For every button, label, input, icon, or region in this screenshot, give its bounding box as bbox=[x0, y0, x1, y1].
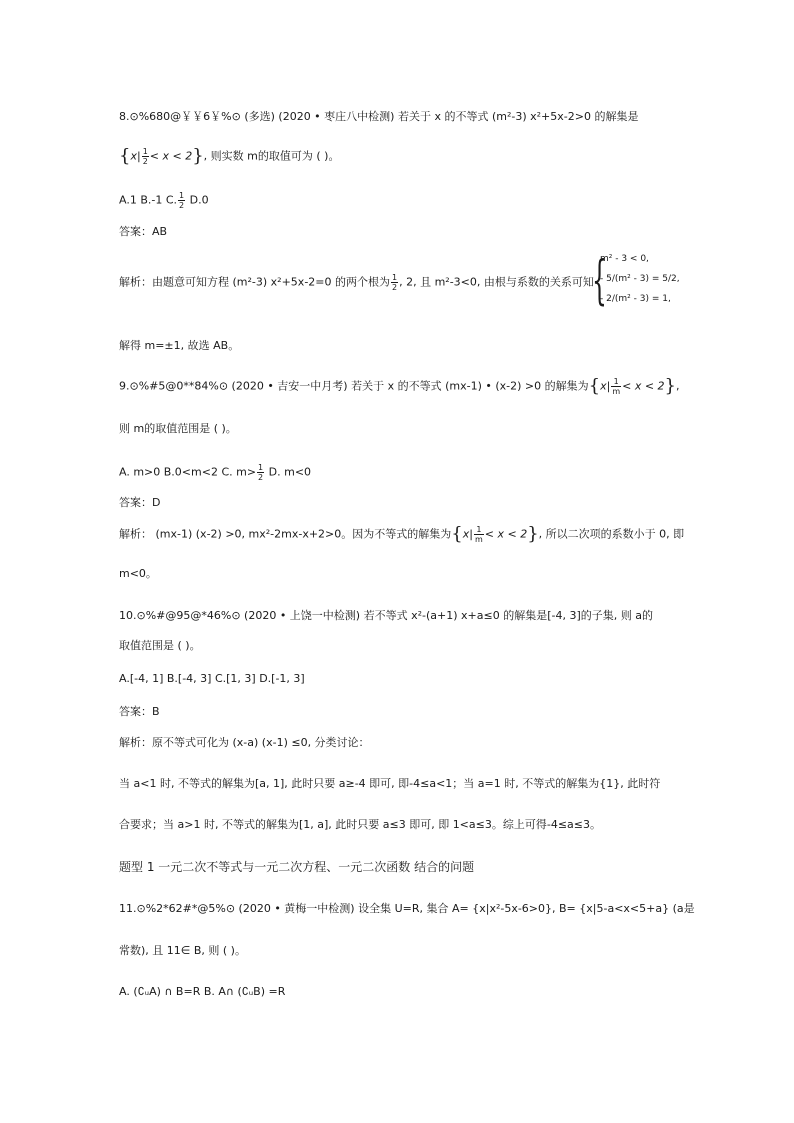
fraction-denominator: 2 bbox=[142, 157, 148, 166]
fraction-numerator: 1 bbox=[142, 147, 148, 156]
q9-analysis-line1: 解析： (mx-1) (x-2) >0, mx²-2mx-x+2>0。因为不等式的解集为{x| $\frac{1}{m}$ < x < 2}, 所以二次项的系数小于 0, 即 bbox=[119, 523, 685, 545]
q11-stem-line1: 11.⊙%2*62#*@5%⊙ (2020 • 黄梅一中检测) 设全集 U=R, 集合 A= {x|x²-5x-6>0}, B= {x|5-a<x<5+a} (a是 bbox=[119, 902, 695, 915]
set-right-brace: } bbox=[192, 145, 204, 167]
set-var: x bbox=[130, 149, 137, 163]
set-condition: < x < 2 bbox=[149, 149, 193, 163]
q9-option-d: D. m<0 bbox=[265, 465, 312, 479]
q8-options bbox=[119, 191, 209, 210]
q8-options-text: A.1 B.-1 C. bbox=[119, 193, 178, 207]
q9-line1-end: , bbox=[676, 379, 680, 393]
q9-options bbox=[119, 463, 311, 482]
system-row-3: - 2/(m² - 3) = 1, bbox=[600, 294, 671, 304]
q10-stem-line2: 取值范围是 ( )。 bbox=[119, 639, 201, 652]
set-condition: < x < 2 bbox=[622, 379, 665, 393]
fraction-numerator: 1 bbox=[179, 191, 185, 200]
system-row-2: - 5/(m² - 3) = 5/2, bbox=[600, 274, 680, 284]
q10-analysis-line3: 合要求；当 a>1 时, 不等式的解集为[1, a], 此时只要 a≤3 即可, 即 1<a≤3。综上可得-4≤a≤3。 bbox=[119, 818, 601, 831]
fraction-numerator: 1 bbox=[392, 273, 398, 282]
fraction-numerator: 1 bbox=[258, 463, 264, 472]
q8-stem-tail: , 则实数 m的取值可为 ( )。 bbox=[203, 149, 340, 163]
q9-options-text: A. m>0 B.0<m<2 C. m> bbox=[119, 465, 257, 479]
q10-analysis-line2: 当 a<1 时, 不等式的解集为[a, 1], 此时只要 a≥-4 即可, 即-4≤a<1；当 a=1 时, 不等式的解集为{1}, 此时符 bbox=[119, 777, 661, 790]
q9-analysis-part1: 解析： (mx-1) (x-2) >0, mx²-2mx-x+2>0。因为不等式的解集为 bbox=[119, 527, 452, 541]
root-fraction bbox=[391, 273, 398, 292]
q8-stem-line1: 8.⊙%680@￥￥6￥%⊙ (多选) (2020 • 枣庄八中检测) 若关于 x 的不等式 (m²-3) x²+5x-2>0 的解集是 bbox=[119, 110, 639, 123]
q8-answer: 答案：AB bbox=[119, 225, 168, 238]
q8-conclusion: 解得 m=±1, 故选 AB。 bbox=[119, 339, 240, 352]
fraction-denominator: 2 bbox=[179, 201, 185, 210]
equation-system bbox=[592, 251, 680, 314]
q8-analysis-part1: 解析：由题意可知方程 (m²-3) x²+5x-2=0 的两个根为 bbox=[119, 275, 390, 289]
set-right-brace: } bbox=[664, 375, 676, 397]
q9-stem-line2: 则 m的取值范围是 ( )。 bbox=[119, 422, 237, 435]
q10-options: A.[-4, 1] B.[-4, 3] C.[1, 3] D.[-1, 3] bbox=[119, 672, 305, 685]
q9-stem-line1: 9.⊙%#5@0**84%⊙ (2020 • 吉安一中月考) 若关于 x 的不等式 (mx-1) • (x-2) >0 的解集为{x| $\frac{1}{m}$ < x < 2}, bbox=[119, 375, 680, 397]
q9-stem-text: 9.⊙%#5@0**84%⊙ (2020 • 吉安一中月考) 若关于 x 的不等式 (mx-1) • (x-2) >0 的解集为 bbox=[119, 379, 589, 393]
set-var: x bbox=[462, 527, 470, 541]
option-c-fraction bbox=[257, 463, 264, 482]
q9-analysis-part2: , 所以二次项的系数小于 0, 即 bbox=[538, 527, 685, 541]
fraction-denominator: 2 bbox=[258, 473, 264, 482]
set-var: x bbox=[600, 379, 607, 393]
q8-analysis-part2: , 2, 且 m²-3<0, 由根与系数的关系可知 bbox=[399, 275, 594, 289]
q10-analysis-line1: 解析：原不等式可化为 (x-a) (x-1) ≤0, 分类讨论： bbox=[119, 736, 370, 749]
q9-answer: 答案：D bbox=[119, 496, 161, 509]
q10-answer: 答案：B bbox=[119, 705, 160, 718]
q8-stem-line2: {x| $\frac{1}{2}$ < x < 2}, 则实数 m的取值可为 ( )。 bbox=[119, 145, 340, 167]
fraction-numerator: 1 bbox=[474, 525, 484, 535]
q11-stem-line2: 常数), 且 11∈ B, 则 ( )。 bbox=[119, 944, 246, 957]
set-left-brace: { bbox=[451, 523, 463, 545]
fraction bbox=[142, 147, 149, 166]
fraction-denominator: m bbox=[612, 387, 621, 396]
set-left-brace: { bbox=[119, 145, 131, 167]
fraction-numerator: 1 bbox=[611, 377, 621, 387]
system-row-1: m² - 3 < 0, bbox=[600, 254, 649, 264]
q8-analysis bbox=[119, 273, 594, 292]
section-title: 题型 1 一元二次不等式与一元二次方程、一元二次函数 结合的问题 bbox=[119, 860, 475, 874]
set-left-brace: { bbox=[588, 375, 601, 397]
q10-stem-line1: 10.⊙%#@95@*46%⊙ (2020 • 上饶一中检测) 若不等式 x²-(a+1) x+a≤0 的解集是[-4, 3]的子集, 则 a的 bbox=[119, 609, 653, 622]
q11-options: A. (∁ᵤA) ∩ B=R B. A∩ (∁ᵤB) =R bbox=[119, 985, 286, 998]
option-c-fraction bbox=[178, 191, 185, 210]
fraction bbox=[474, 525, 484, 544]
set-condition: < x < 2 bbox=[484, 527, 528, 541]
q9-analysis-line2: m<0。 bbox=[119, 567, 157, 580]
fraction-denominator: m bbox=[474, 535, 483, 544]
q8-option-d: D.0 bbox=[186, 193, 209, 207]
set-right-brace: } bbox=[527, 523, 539, 545]
fraction bbox=[611, 377, 621, 396]
fraction-denominator: 2 bbox=[392, 283, 398, 292]
system-brace: { bbox=[592, 251, 607, 311]
